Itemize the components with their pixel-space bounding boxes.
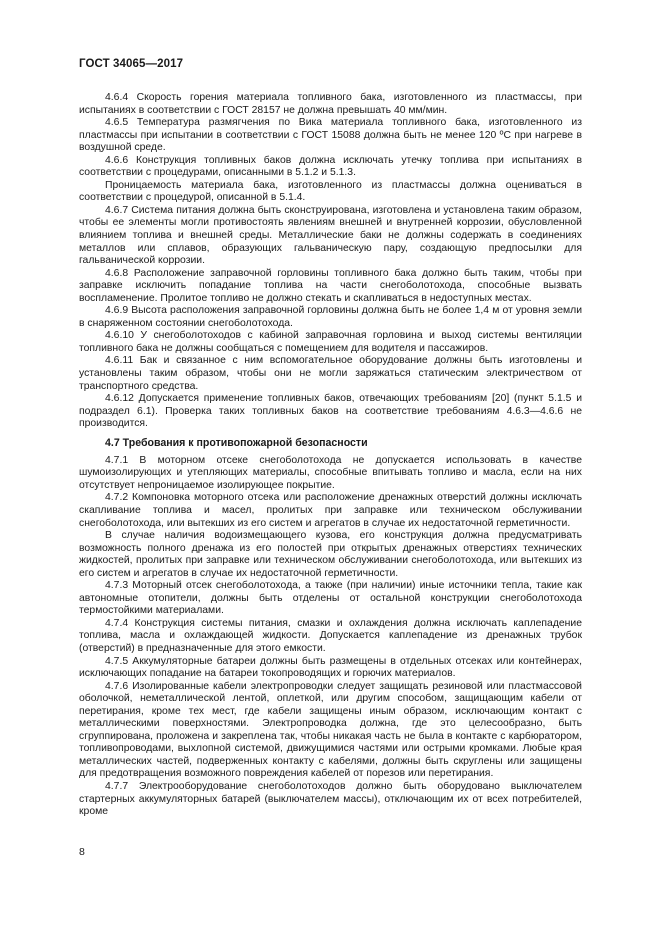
- paragraph-permeability: Проницаемость материала бака, изготовленного из пластмассы должна оцениваться в соответствии с процедурой, описанной в 5.1.4.: [79, 179, 582, 204]
- paragraph-4-6-10: 4.6.10 У снегоболотоходов с кабиной заправочная горловина и выход системы вентиляции топливного бака не должны сообщаться с помещением для водителя и пассажиров.: [79, 330, 582, 354]
- paragraph-4-6-4: 4.6.4 Скорость горения материала топливного бака, изготовленного из пластмассы, при испытаниях в соответствии с ГОСТ 28157 не должна превышать 40 мм/мин.: [79, 92, 582, 116]
- document-body: [79, 92, 582, 819]
- paragraph-hull-drainage: В случае наличия водоизмещающего кузова, его конструкция должна предусматривать возможность полного дренажа из его полостей при открытых дренажных отверстиях технических жидкостей, пролитых при заправке или техническом обслуживании снегоболотохода, или вытекших из его систем и агрегатов в случае их недостаточной герметичности.: [79, 530, 582, 579]
- paragraph-4-6-9: 4.6.9 Высота расположения заправочной горловины должна быть не более 1,4 м от уровня земли в снаряженном состоянии снегоболотохода.: [79, 305, 582, 329]
- paragraph-4-7-1: 4.7.1 В моторном отсеке снегоболотохода не допускается использовать в качестве шумоизолирующих и утепляющих материалы, способные впитывать топливо и масла, если на них отсутствует непроницаемое изолирующее покрытие.: [79, 454, 582, 491]
- paragraph-4-7-2: 4.7.2 Компоновка моторного отсека или расположение дренажных отверстий должны исключать скапливание топлива и масел, пролитых при заправке или техническом обслуживании снегоболотохода, или вытекших из его систем и агрегатов в случае их недостаточной герметичности.: [79, 492, 582, 529]
- paragraph-4-6-8: 4.6.8 Расположение заправочной горловины топливного бака должно быть таким, чтобы при заправке исключить попадание топлива на части снегоболотохода, способные вызвать воспламенение. Пролитое топливо не должно стекать и скапливаться в недоступных местах.: [79, 267, 582, 304]
- page-number: 8: [79, 846, 85, 858]
- paragraph-4-6-7: 4.6.7 Система питания должна быть сконструирована, изготовлена и установлена таким образом, чтобы ее элементы могли противостоять явлениям внешней и внутренней коррозии, обусловленной влиянием топлива и внешней среды. Металлические баки не должны содержать в соединениях металлов или сплавов, образующих гальваническую пару, создающую предпосылки для гальванической коррозии.: [79, 204, 582, 267]
- standard-header: ГОСТ 34065—2017: [79, 58, 184, 70]
- paragraph-4-6-6: 4.6.6 Конструкция топливных баков должна исключать утечку топлива при испытаниях в соответствии с процедурами, описанными в 5.1.2 и 5.1.3.: [79, 154, 582, 179]
- section-heading-4-7: 4.7 Требования к противопожарной безопасности: [105, 436, 368, 449]
- paragraph-4-6-12: 4.6.12 Допускается применение топливных баков, отвечающих требованиям [20] (пункт 5.1.5 и подраздел 6.1). Проверка таких топливных баков на соответствие требованиям 4.6.3—4.6.6 не производится.: [79, 393, 582, 430]
- paragraph-4-6-11: 4.6.11 Бак и связанное с ним вспомогательное оборудование должны быть изготовлены и установлены таким образом, чтобы они не могли заряжаться статическим электричеством от транспортного средства.: [79, 355, 582, 392]
- paragraph-4-7-4: 4.7.4 Конструкция системы питания, смазки и охлаждения должна исключать каплепадение топлива, масла и охлаждающей жидкости. Допускается каплепадение из дренажных трубок (отверстий) в предназначенные для этого емкости.: [79, 617, 582, 654]
- paragraph-4-6-5: 4.6.5 Температура размягчения по Вика материала топливного бака, изготовленного из пластмассы при испытании в соответствии с ГОСТ 15088 должна быть не менее 120 ºС при нагреве в воздушной среде.: [79, 117, 582, 154]
- paragraph-4-7-3: 4.7.3 Моторный отсек снегоболотохода, а также (при наличии) иные источники тепла, такие как автономные отопители, должны быть отделены от остальной конструкции снегоболотохода термостойкими материалами.: [79, 580, 582, 617]
- paragraph-4-7-6: 4.7.6 Изолированные кабели электропроводки следует защищать резиновой или пластмассовой оболочкой, неметаллической лентой, оплеткой, или другим способом, защищающим кабели от перетирания, кроме тех мест, где кабели защищены иным образом, исключающим контакт с металлическими поверхностями. Электропроводка должна, где это целесообразно, быть сгруппирована, проложена и закреплена так, чтобы никакая часть не была в контакте с карбюратором, топливопроводами, выхлопной системой, движущимися частями или острыми кромками. Любые края металлических частей, подверженных контакту с кабелями, должны быть скруглены или защищены для предотвращения возможного повреждения кабелей от порезов или перетирания.: [79, 680, 582, 780]
- paragraph-4-7-5: 4.7.5 Аккумуляторные батареи должны быть размещены в отдельных отсеках или контейнерах, исключающих попадание на батареи токопроводящих и горючих материалов.: [79, 655, 582, 680]
- paragraph-4-7-7: 4.7.7 Электрооборудование снегоболотоходов должно быть оборудовано выключателем стартерных аккумуляторных батарей (выключателем массы), отключающим их от всех потребителей, кроме: [79, 780, 582, 818]
